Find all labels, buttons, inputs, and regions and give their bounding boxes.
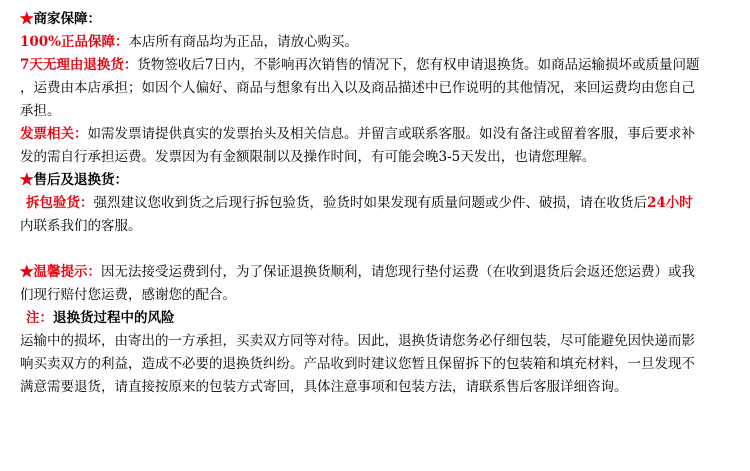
- star-icon: ★: [20, 264, 34, 280]
- guarantee-heading: [20, 8, 738, 31]
- genuine-label: 100%正品保障：: [20, 34, 129, 50]
- return-policy-line-3: 承担。: [20, 103, 61, 119]
- invoice-line-1: [20, 123, 738, 146]
- inspect-text-1: 强烈建议您收到货之后现行拆包验货，验货时如果发现有质量问题或少件、破损，请在收货后: [93, 195, 647, 211]
- invoice-text-1: 如需发票请提供真实的发票抬头及相关信息。并留言或联系客服。如没有备注或留着客服，事后要求补: [87, 126, 695, 142]
- aftersales-heading: [20, 169, 738, 192]
- tips-line-1: [20, 261, 738, 284]
- return-text-1: 货物签收后7日内，不影响再次销售的情况下，您有权申请退换货。如商品运输损坏或质量问题: [137, 57, 700, 73]
- spacer: [20, 238, 738, 261]
- inspect-highlight: 24小时: [647, 195, 693, 211]
- inspect-line-1: [20, 192, 738, 215]
- return-label: 7天无理由退换货：: [20, 57, 138, 73]
- note-label: 注：: [26, 310, 53, 326]
- return-policy-line-2: ，运费由本店承担；如因个人偏好、商品与想象有出入以及商品描述中已作说明的其他情况，来回运费均由您自己: [20, 80, 695, 96]
- tips-title: 温馨提示：: [33, 264, 101, 280]
- risk-line-3: 满意需要退货，请直接按原来的包装方式寄回，具体注意事项和包装方法，请联系售后客服详细咨询。: [20, 379, 628, 395]
- policy-document: [20, 8, 738, 399]
- return-policy-line-1: [20, 54, 738, 77]
- note-heading: [20, 307, 738, 330]
- invoice-line-2: 发的需自行承担运费。发票因为有金额限制以及操作时间，有可能会晚3-5天发出，也请您理解。: [20, 149, 596, 165]
- tips-line-2: 们现行赔付您运费，感谢您的配合。: [20, 287, 236, 303]
- guarantee-title: 商家保障：: [33, 11, 101, 27]
- inspect-line-2: 内联系我们的客服。: [20, 218, 142, 234]
- star-icon: ★: [20, 11, 34, 27]
- risk-line-2: 响买卖双方的利益，造成不必要的退换货纠纷。产品收到时建议您暂且保留拆下的包装箱和填充材料，一旦发现不: [20, 356, 695, 372]
- aftersales-title: 售后及退换货：: [33, 172, 128, 188]
- star-icon: ★: [20, 172, 34, 188]
- tips-text-1: 因无法接受运费到付，为了保证退换货顺利，请您现行垫付运费（在收到退货后会返还您运费）或我: [101, 264, 695, 280]
- note-title: 退换货过程中的风险: [53, 310, 175, 326]
- inspect-label: 拆包验货：: [26, 195, 94, 211]
- invoice-label: 发票相关：: [20, 126, 88, 142]
- risk-line-1: 运输中的损坏，由寄出的一方承担，买卖双方同等对待。因此，退换货请您务必仔细包装，尽可能避免因快递而影: [20, 333, 695, 349]
- genuine-guarantee-line: [20, 31, 738, 54]
- genuine-text: 本店所有商品均为正品，请放心购买。: [128, 34, 359, 50]
